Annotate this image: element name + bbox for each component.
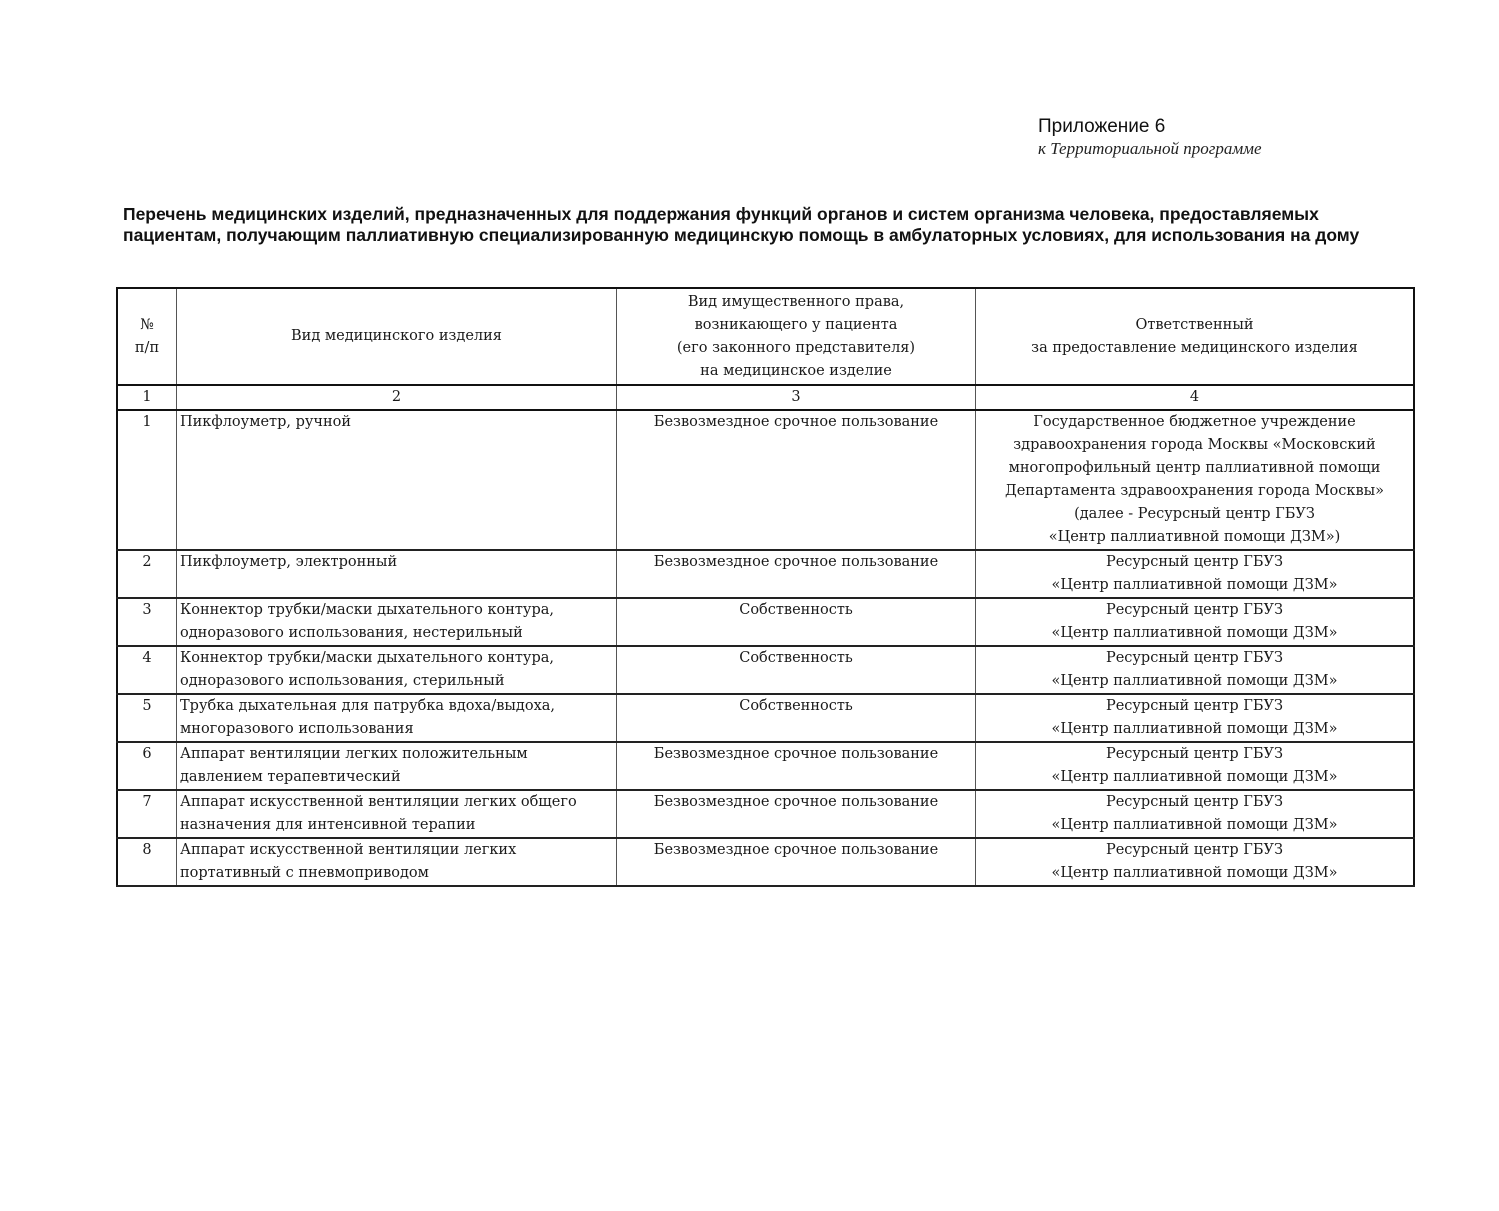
- responsible-organization: Ресурсный центр ГБУЗ «Центр паллиативной помощи ДЗМ»: [976, 646, 1415, 694]
- header-property-right: Вид имущественного права, возникающего у пациента (его законного представителя) на медицинское изделие: [617, 288, 976, 385]
- table-header-row: [117, 288, 1414, 385]
- responsible-organization: Ресурсный центр ГБУЗ «Центр паллиативной помощи ДЗМ»: [976, 742, 1415, 790]
- device-name: Коннектор трубки/маски дыхательного контура, одноразового использования, нестерильный: [177, 598, 617, 646]
- column-number: 4: [976, 385, 1415, 410]
- row-number: 3: [117, 598, 177, 646]
- device-name: Аппарат искусственной вентиляции легких общего назначения для интенсивной терапии: [177, 790, 617, 838]
- table-row: [117, 790, 1414, 838]
- appendix-title: Приложение 6: [1038, 116, 1166, 137]
- responsible-organization: Ресурсный центр ГБУЗ «Центр паллиативной помощи ДЗМ»: [976, 790, 1415, 838]
- column-numbers-row: [117, 385, 1414, 410]
- row-number: 5: [117, 694, 177, 742]
- row-number: 4: [117, 646, 177, 694]
- medical-devices-table: [116, 287, 1415, 887]
- table-row: [117, 694, 1414, 742]
- responsible-organization: Ресурсный центр ГБУЗ «Центр паллиативной помощи ДЗМ»: [976, 694, 1415, 742]
- row-number: 1: [117, 410, 177, 550]
- header-number: № п/п: [117, 288, 177, 385]
- device-name: Аппарат искусственной вентиляции легких портативный с пневмоприводом: [177, 838, 617, 886]
- property-right: Собственность: [617, 646, 976, 694]
- appendix-label: [1038, 116, 1262, 160]
- appendix-subtitle: к Территориальной программе: [1038, 139, 1262, 158]
- header-responsible: Ответственный за предоставление медицинского изделия: [976, 288, 1415, 385]
- property-right: Безвозмездное срочное пользование: [617, 550, 976, 598]
- table-row: [117, 550, 1414, 598]
- device-name: Аппарат вентиляции легких положительным давлением терапевтический: [177, 742, 617, 790]
- row-number: 6: [117, 742, 177, 790]
- row-number: 7: [117, 790, 177, 838]
- document-title: Перечень медицинских изделий, предназначенных для поддержания функций органов и систем организма человека, предоставляемых пациентам, получающим паллиативную специализированную медицинскую помощь в амбулаторных условиях, для использования на дому: [123, 204, 1360, 245]
- column-number: 3: [617, 385, 976, 410]
- column-number: 2: [177, 385, 617, 410]
- property-right: Безвозмездное срочное пользование: [617, 790, 976, 838]
- row-number: 8: [117, 838, 177, 886]
- header-device-type: Вид медицинского изделия: [177, 288, 617, 385]
- row-number: 2: [117, 550, 177, 598]
- device-name: Коннектор трубки/маски дыхательного контура, одноразового использования, стерильный: [177, 646, 617, 694]
- device-name: Пикфлоуметр, электронный: [177, 550, 617, 598]
- table-row: [117, 838, 1414, 886]
- property-right: Собственность: [617, 694, 976, 742]
- device-name: Пикфлоуметр, ручной: [177, 410, 617, 550]
- responsible-organization: Ресурсный центр ГБУЗ «Центр паллиативной помощи ДЗМ»: [976, 598, 1415, 646]
- table-row: [117, 646, 1414, 694]
- property-right: Собственность: [617, 598, 976, 646]
- property-right: Безвозмездное срочное пользование: [617, 410, 976, 550]
- table-row: [117, 410, 1414, 550]
- column-number: 1: [117, 385, 177, 410]
- responsible-organization: Государственное бюджетное учреждение здравоохранения города Москвы «Московский многопрофильный центр паллиативной помощи Департамента здравоохранения города Москвы» (далее - Ресурсный центр ГБУЗ «Центр паллиативной помощи ДЗМ»): [976, 410, 1415, 550]
- responsible-organization: Ресурсный центр ГБУЗ «Центр паллиативной помощи ДЗМ»: [976, 838, 1415, 886]
- table-row: [117, 742, 1414, 790]
- property-right: Безвозмездное срочное пользование: [617, 838, 976, 886]
- device-name: Трубка дыхательная для патрубка вдоха/выдоха, многоразового использования: [177, 694, 617, 742]
- table-row: [117, 598, 1414, 646]
- property-right: Безвозмездное срочное пользование: [617, 742, 976, 790]
- responsible-organization: Ресурсный центр ГБУЗ «Центр паллиативной помощи ДЗМ»: [976, 550, 1415, 598]
